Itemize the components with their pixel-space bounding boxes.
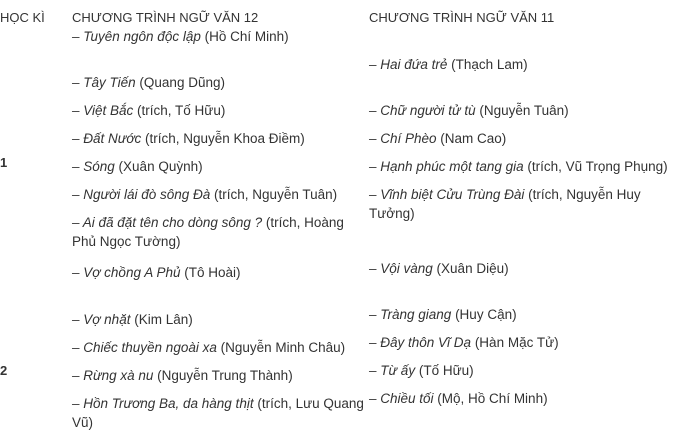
work-author: (Hồ Chí Minh) bbox=[200, 29, 289, 44]
column-header-term: HỌC KÌ bbox=[0, 10, 45, 25]
work-title: – Việt Bắc bbox=[72, 103, 134, 118]
grade12-item bbox=[72, 157, 367, 176]
grade11-item bbox=[369, 305, 669, 324]
grade12-item bbox=[72, 101, 367, 120]
work-title: – Chí Phèo bbox=[369, 131, 437, 146]
work-author: (Nguyễn Trung Thành) bbox=[153, 368, 293, 383]
work-title: – Tây Tiến bbox=[72, 75, 136, 90]
work-author: (Hàn Mặc Tử) bbox=[471, 335, 559, 350]
work-author: (Quang Dũng) bbox=[135, 75, 225, 90]
grade11-item bbox=[369, 129, 669, 148]
grade12-item bbox=[72, 185, 367, 204]
grade11-item bbox=[369, 55, 669, 74]
work-author: (trích, Tố Hữu) bbox=[133, 103, 226, 118]
work-author: (trích, Nguyễn Khoa Điềm) bbox=[141, 131, 305, 146]
work-author: (Thạch Lam) bbox=[447, 57, 528, 72]
grade11-item bbox=[369, 185, 669, 223]
work-title: – Chữ người tử tù bbox=[369, 103, 476, 118]
grade11-item bbox=[369, 389, 669, 408]
column-header-grade12: CHƯƠNG TRÌNH NGỮ VĂN 12 bbox=[72, 10, 259, 25]
term-2-label: 2 bbox=[0, 363, 8, 378]
work-title: – Người lái đò sông Đà bbox=[72, 187, 211, 202]
work-title: – Đất Nước bbox=[72, 131, 142, 146]
work-title: – Rừng xà nu bbox=[72, 368, 154, 383]
grade12-item bbox=[72, 366, 367, 385]
work-title: – Tuyên ngôn độc lập bbox=[72, 29, 201, 44]
work-author: (Huy Cận) bbox=[451, 307, 517, 322]
grade12-item bbox=[72, 213, 367, 251]
work-author: (trích, Vũ Trọng Phụng) bbox=[523, 159, 668, 174]
grade12-item bbox=[72, 27, 367, 46]
work-author: (trích, Nguyễn Tuân) bbox=[210, 187, 338, 202]
work-author: (Nguyễn Minh Châu) bbox=[216, 340, 346, 355]
work-author: (Xuân Diệu) bbox=[432, 261, 509, 276]
work-title: – Chiều tối bbox=[369, 391, 434, 406]
work-title: – Hồn Trương Ba, da hàng thịt bbox=[72, 396, 254, 411]
grade12-item bbox=[72, 129, 367, 148]
work-title: – Chiếc thuyền ngoài xa bbox=[72, 340, 217, 355]
grade11-item bbox=[369, 361, 669, 380]
grade12-item bbox=[72, 73, 367, 92]
grade12-item bbox=[72, 310, 367, 329]
work-author: (Tố Hữu) bbox=[415, 363, 474, 378]
grade11-item bbox=[369, 333, 669, 352]
work-title: – Hạnh phúc một tang gia bbox=[369, 159, 524, 174]
column-header-grade11: CHƯƠNG TRÌNH NGỮ VĂN 11 bbox=[369, 10, 555, 25]
grade11-item bbox=[369, 101, 669, 120]
grade12-item bbox=[72, 263, 367, 282]
work-title: – Ai đã đặt tên cho dòng sông ? bbox=[72, 215, 263, 230]
work-author: (Mộ, Hồ Chí Minh) bbox=[433, 391, 548, 406]
work-author: (Tô Hoài) bbox=[180, 265, 241, 280]
work-author: (trích, Hoàng Phủ Ngọc Tường) bbox=[72, 215, 344, 249]
work-title: – Vĩnh biệt Cửu Trùng Đài bbox=[369, 187, 525, 202]
work-author: (trích, Nguyễn Huy Tưởng) bbox=[369, 187, 641, 221]
work-author: (Nguyễn Tuân) bbox=[475, 103, 569, 118]
work-title: – Hai đứa trẻ bbox=[369, 57, 448, 72]
grade12-item bbox=[72, 394, 367, 432]
grade11-item bbox=[369, 259, 669, 278]
grade12-item bbox=[72, 338, 367, 357]
grade11-item bbox=[369, 157, 669, 176]
work-author: (Kim Lân) bbox=[130, 312, 193, 327]
work-title: – Đây thôn Vĩ Dạ bbox=[369, 335, 472, 350]
work-author: (Xuân Quỳnh) bbox=[114, 159, 203, 174]
term-1-label: 1 bbox=[0, 155, 8, 170]
work-title: – Tràng giang bbox=[369, 307, 452, 322]
work-author: (trích, Lưu Quang Vũ) bbox=[72, 396, 364, 430]
work-title: – Sóng bbox=[72, 159, 115, 174]
work-title: – Từ ấy bbox=[369, 363, 416, 378]
work-title: – Vợ chồng A Phủ bbox=[72, 265, 181, 280]
work-title: – Vội vàng bbox=[369, 261, 433, 276]
work-title: – Vợ nhặt bbox=[72, 312, 131, 327]
work-author: (Nam Cao) bbox=[436, 131, 507, 146]
